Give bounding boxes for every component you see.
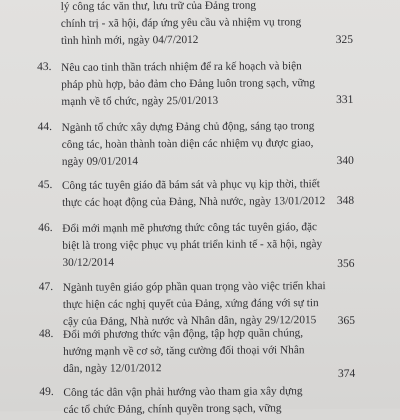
toc-page-number: 365 [337,314,355,328]
toc-entry-title [62,176,332,212]
toc-entry-title [61,58,331,111]
toc-entry-line: công tác, hoàn thành toàn diện các nhiệm vụ được giao, [61,137,314,152]
toc-entry-line: thực các hoạt động của Đảng, Nhà nước, ngày 13/01/2012 [62,195,326,210]
toc-entry-title [63,325,333,378]
toc-entry-line: Công tác tuyên giáo đã bám sát và phục vụ kịp thời, thiết [61,178,320,192]
toc-entry-line: hướng mạnh về cơ sở, tăng cường đối thoại với Nhân [63,344,305,359]
toc-entry-number: 43. [37,60,52,74]
toc-entry-title [63,278,333,331]
toc-entry-line: Ngành tuyên giáo góp phần quan trọng vào việc triển khai [62,280,326,294]
toc-entry-number: 47. [38,280,54,294]
toc-page-number: 374 [337,367,356,380]
toc-entry-title [62,219,332,272]
toc-entry-line: Công tác dân vận phải hướng vào tham gia xây dựng [63,385,303,399]
toc-page-number: 331 [336,93,354,107]
toc-page-number: 348 [336,194,355,208]
toc-entry [0,219,394,271]
toc-entry-number: 46. [38,221,53,235]
toc-entry [0,58,393,109]
toc-entry-line: ngày 09/01/2014 [61,155,139,169]
toc-entry [0,383,395,417]
toc-entry-line: dân, ngày 12/01/2012 [63,362,162,376]
toc-entry-line: Ngành tổ chức xây dựng Đảng chủ động, sáng tạo trong [61,120,315,134]
toc-entry [0,176,394,210]
toc-entry-number: 45. [37,178,53,192]
toc-entry-line: các tổ chức Đảng, chính quyền trong sạch, vững [63,402,282,417]
toc-entry-number: 48. [38,327,54,341]
toc-entry-number: 49. [39,385,54,399]
toc-entry-line: thực hiện các nghị quyết của Đảng, xứng đáng với sự tin [62,297,319,312]
toc-entry-title [63,383,333,419]
toc-entry-line: chính trị - xã hội, đáp ứng yêu cầu và nhiệm vụ trong [60,16,302,31]
toc-entry-line: Nêu cao tinh thần trách nhiệm để ra kế hoạch và biện [61,60,302,74]
toc-entry-line: pháp phù hợp, bảo đảm cho Đảng luôn trong sạch, vững [61,77,315,92]
toc-entry-title [62,118,332,171]
toc-entry-line: mạnh về tổ chức, ngày 25/01/2013 [61,95,219,109]
toc-entry-line: tình hình mới, ngày 04/7/2012 [60,34,199,48]
toc-entry [0,278,395,329]
toc-entry-line: 30/12/2014 [62,256,115,270]
toc-entry-number: 44. [37,120,52,134]
toc-entry-line: Đổi mới phương thức vận động, tập hợp quần chúng, [62,327,304,341]
toc-entry [0,325,395,380]
toc-page-number: 356 [337,257,355,271]
toc-entry [0,118,393,169]
toc-entry-line: biệt là trong việc phục vụ phát triển kinh tế - xã hội, ngày [62,238,323,253]
toc-entry-line: Đổi mới mạnh mẽ phương thức công tác tuyên giáo, đặc [62,221,318,235]
toc-entry-line: cậy của Đảng, Nhà nước và Nhân dân, ngày 29/12/2015 [62,314,317,329]
toc-entry-title [61,0,331,51]
toc-page-number: 325 [335,33,353,47]
toc-page-number: 340 [336,154,354,168]
toc-entry-line: lý công tác văn thư, lưu trữ của Đảng trong [60,0,257,13]
